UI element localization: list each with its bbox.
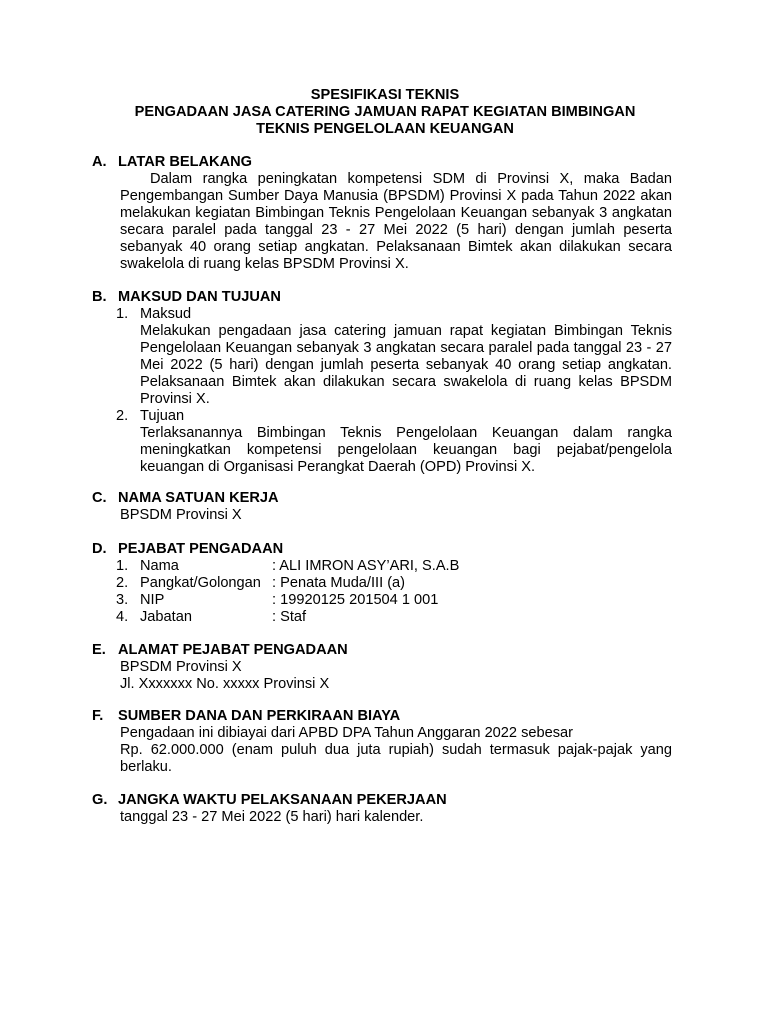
section-e-heading: E. ALAMAT PEJABAT PENGADAAN	[92, 642, 348, 658]
section-g-heading: G. JANGKA WAKTU PELAKSANAAN PEKERJAAN	[92, 792, 447, 808]
title-line-1: SPESIFIKASI TEKNIS	[310, 87, 460, 103]
section-b	[92, 289, 672, 476]
tujuan-item: 2. Tujuan	[116, 408, 185, 424]
section-g	[92, 792, 672, 826]
pejabat-row: 2. Pangkat/Golongan : Penata Muda/III (a)	[116, 575, 406, 591]
title-line-3: TEKNIS PENGELOLAAN KEUANGAN	[256, 121, 514, 137]
alamat-line-2: Jl. Xxxxxxx No. xxxxx Provinsi X	[120, 676, 330, 692]
section-g-body: tanggal 23 - 27 Mei 2022 (5 hari) hari kalender.	[120, 809, 424, 825]
section-f-heading: F. SUMBER DANA DAN PERKIRAAN BIAYA	[92, 708, 401, 724]
section-b-heading: B. MAKSUD DAN TUJUAN	[92, 289, 281, 305]
maksud-item: 1. Maksud	[116, 306, 192, 322]
dana-body: Rp. 62.000.000 (enam puluh dua juta rupiah) sudah termasuk pajak-pajak yang berlaku.	[120, 742, 672, 775]
section-d	[92, 541, 672, 626]
pejabat-row: 3. NIP : 19920125 201504 1 001	[116, 592, 439, 608]
maksud-body: Melakukan pengadaan jasa catering jamuan rapat kegiatan Bimbingan Teknis Pengelolaan Keuangan sebanyak 3 angkatan secara paralel pada tanggal 23 - 27 Mei 2022 (5 hari) dengan jumlah peserta sebanyak 40 orang setiap angkatan. Pelaksanaan Bimtek akan dilakukan secara swakelola di ruang kelas BPSDM Provinsi X.	[140, 323, 672, 407]
section-d-heading: D. PEJABAT PENGADAAN	[92, 541, 284, 557]
dana-line-1: Pengadaan ini dibiayai dari APBD DPA Tahun Anggaran 2022 sebesar	[120, 725, 574, 741]
section-c-heading: C. NAMA SATUAN KERJA	[92, 490, 279, 506]
tujuan-body: Terlaksanannya Bimbingan Teknis Pengelolaan Keuangan dalam rangka meningkatkan kompetensi pengelolaan keuangan bagi pejabat/pengelola keuangan di Organisasi Perangkat Daerah (OPD) Provinsi X.	[140, 425, 672, 475]
section-c	[92, 490, 672, 524]
title-line-2: PENGADAAN JASA CATERING JAMUAN RAPAT KEGIATAN BIMBINGAN	[134, 104, 636, 120]
alamat-line-1: BPSDM Provinsi X	[120, 659, 242, 675]
section-f	[92, 708, 672, 776]
section-e	[92, 642, 672, 693]
section-c-body: BPSDM Provinsi X	[120, 507, 242, 523]
pejabat-row: 1. Nama : ALI IMRON ASY’ARI, S.A.B	[116, 558, 460, 574]
section-a-body: Dalam rangka peningkatan kompetensi SDM di Provinsi X, maka Badan Pengembangan Sumber Daya Manusia (BPSDM) Provinsi X pada Tahun 2022 akan melakukan kegiatan Bimbingan Teknis Pengelolaan Keuangan sebanyak 3 angkatan secara paralel pada tanggal 23 - 27 Mei 2022 (5 hari) dengan jumlah peserta sebanyak 40 orang setiap angkatan. Pelaksanaan Bimtek akan dilakukan secara swakelola di ruang kelas BPSDM Provinsi X.	[120, 171, 672, 272]
section-a	[92, 154, 672, 273]
section-a-heading: A. LATAR BELAKANG	[92, 154, 253, 170]
pejabat-row: 4. Jabatan : Staf	[116, 609, 307, 625]
doc-title	[100, 87, 670, 138]
